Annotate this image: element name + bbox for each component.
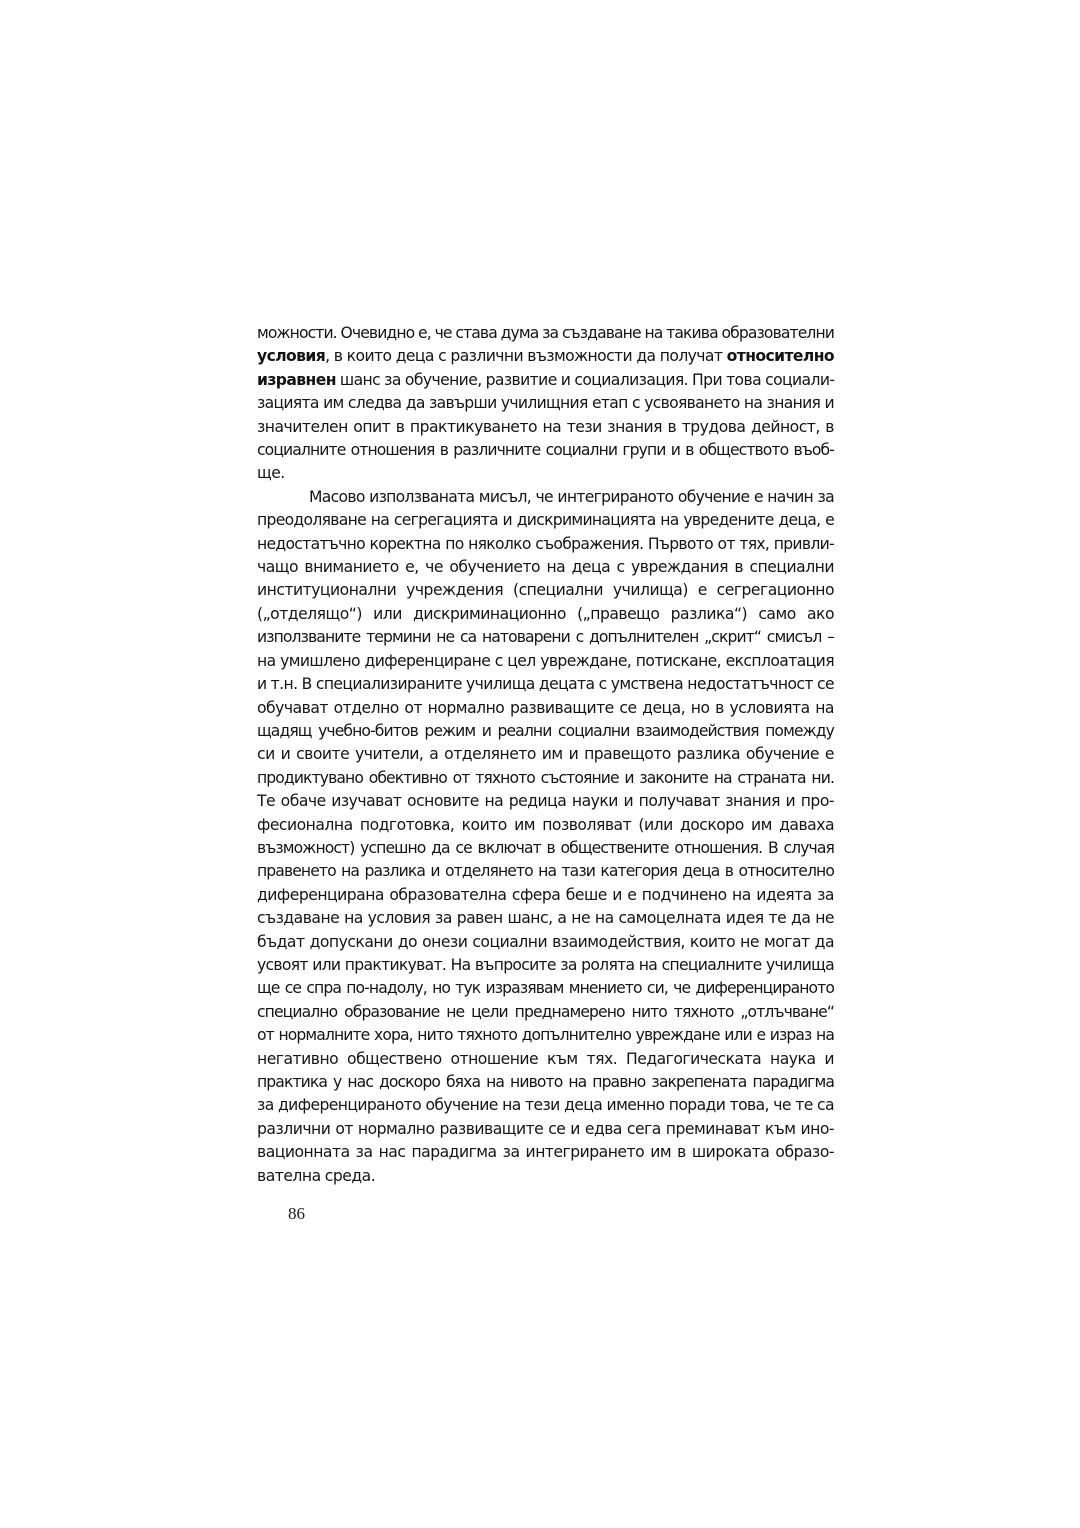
body-text: [257, 322, 834, 1188]
text-line: обучават отделно от нормално развиващите се деца, но в условията на: [257, 698, 834, 717]
text-line: [257, 369, 834, 392]
text-line: различни от нормално развиващите се и едва сега преминават към ино-: [257, 1119, 834, 1138]
text-line: ще се спра по-надолу, но тук изразявам мнението си, че диференцираното: [257, 979, 834, 998]
text-fragment: шанс за обучение, развитие и социализация. При това социали-: [335, 370, 835, 389]
text-line: можности. Очевидно е, че става дума за създаване на такива образователни: [257, 324, 834, 342]
text-line: значителен опит в практикуването на тези знания в трудова дейност, в: [257, 417, 834, 436]
text-line: зацията им следва да завърши училищния етап с усвояването на знания и: [257, 394, 834, 413]
text-line: възможност) успешно да се включат в обществените отношения. В случая: [257, 838, 834, 857]
text-line: Те обаче изучават основите на редица науки и получават знания и про-: [257, 792, 834, 811]
bold-term-equalized: изравнен: [257, 370, 336, 389]
text-line: за диференцираното обучение на тези деца именно поради това, че те са: [257, 1096, 834, 1115]
bold-term-conditions: условия: [257, 347, 326, 366]
text-line: практика у нас доскоро бяха на нивото на правно закрепената парадигма: [257, 1073, 834, 1091]
text-line: усвоят или практикуват. На въпросите за ролята на специалните училища: [257, 955, 834, 974]
text-line: („отделящо“) или дискриминационно („правещо разлика“) само ако: [257, 604, 834, 623]
text-line: продиктувано обективно от тяхното състояние и законите на страната ни.: [257, 768, 834, 787]
text-line: вационната за нас парадигма за интегрирането им в широката образо-: [257, 1143, 834, 1162]
text-line: институционални учреждения (специални училища) е сегрегационно: [257, 581, 834, 600]
text-line: и т.н. В специализираните училища децата с умствена недостатъчност се: [257, 675, 834, 694]
text-line: Масово използваната мисъл, че интегрираното обучение е начин за: [309, 487, 834, 506]
text-line: от нормалните хора, нито тяхното допълнително увреждане или е израз на: [257, 1026, 834, 1045]
text-line: бъдат допускани до онези социални взаимодействия, които не могат да: [257, 932, 834, 951]
text-line: специално образование не цели преднамерено нито тяхното „отлъчване“: [257, 1002, 834, 1021]
text-line: социалните отношения в различните социални групи и в обществото въоб-: [257, 441, 834, 460]
text-line: чащо вниманието е, че обучението на деца с увреждания в специални: [257, 558, 834, 577]
text-line: на умишлено диференциране с цел увреждане, потискане, експлоатация: [257, 651, 834, 670]
text-line: създаване на условия за равен шанс, а не на самоцелната идея те да не: [257, 909, 834, 928]
text-line: недостатъчно коректна по няколко съображения. Първото от тях, привли-: [257, 534, 834, 553]
text-line: диференцирана образователна сфера беше и е подчинено на идеята за: [257, 885, 834, 904]
text-line: фесионална подготовка, които им позволяват (или доскоро им даваха: [257, 815, 834, 834]
text-line: [257, 345, 834, 368]
text-line: ще.: [257, 464, 285, 483]
text-line: правенето на разлика и отделянето на тази категория деца в относително: [257, 862, 834, 881]
text-line: използваните термини не са натоварени с допълнителен „скрит“ смисъл –: [257, 628, 834, 647]
text-line: преодоляване на сегрегацията и дискриминацията на увредените деца, е: [257, 511, 834, 530]
text-fragment: , в които деца с различни възможности да получат: [325, 347, 727, 366]
text-line: вателна среда.: [257, 1166, 376, 1185]
text-line: щадящ учебно-битов режим и реални социални взаимодействия помежду: [257, 721, 834, 740]
paragraph-2: [257, 486, 834, 1188]
page-number: 86: [288, 1204, 305, 1223]
paragraph-1: [257, 322, 834, 486]
text-line: си и своите учители, а отделянето им и правещото разлика обучение е: [257, 745, 834, 764]
bold-term-relatively: относително: [726, 347, 834, 366]
text-line: негативно обществено отношение към тях. Педагогическата наука и: [257, 1049, 834, 1068]
